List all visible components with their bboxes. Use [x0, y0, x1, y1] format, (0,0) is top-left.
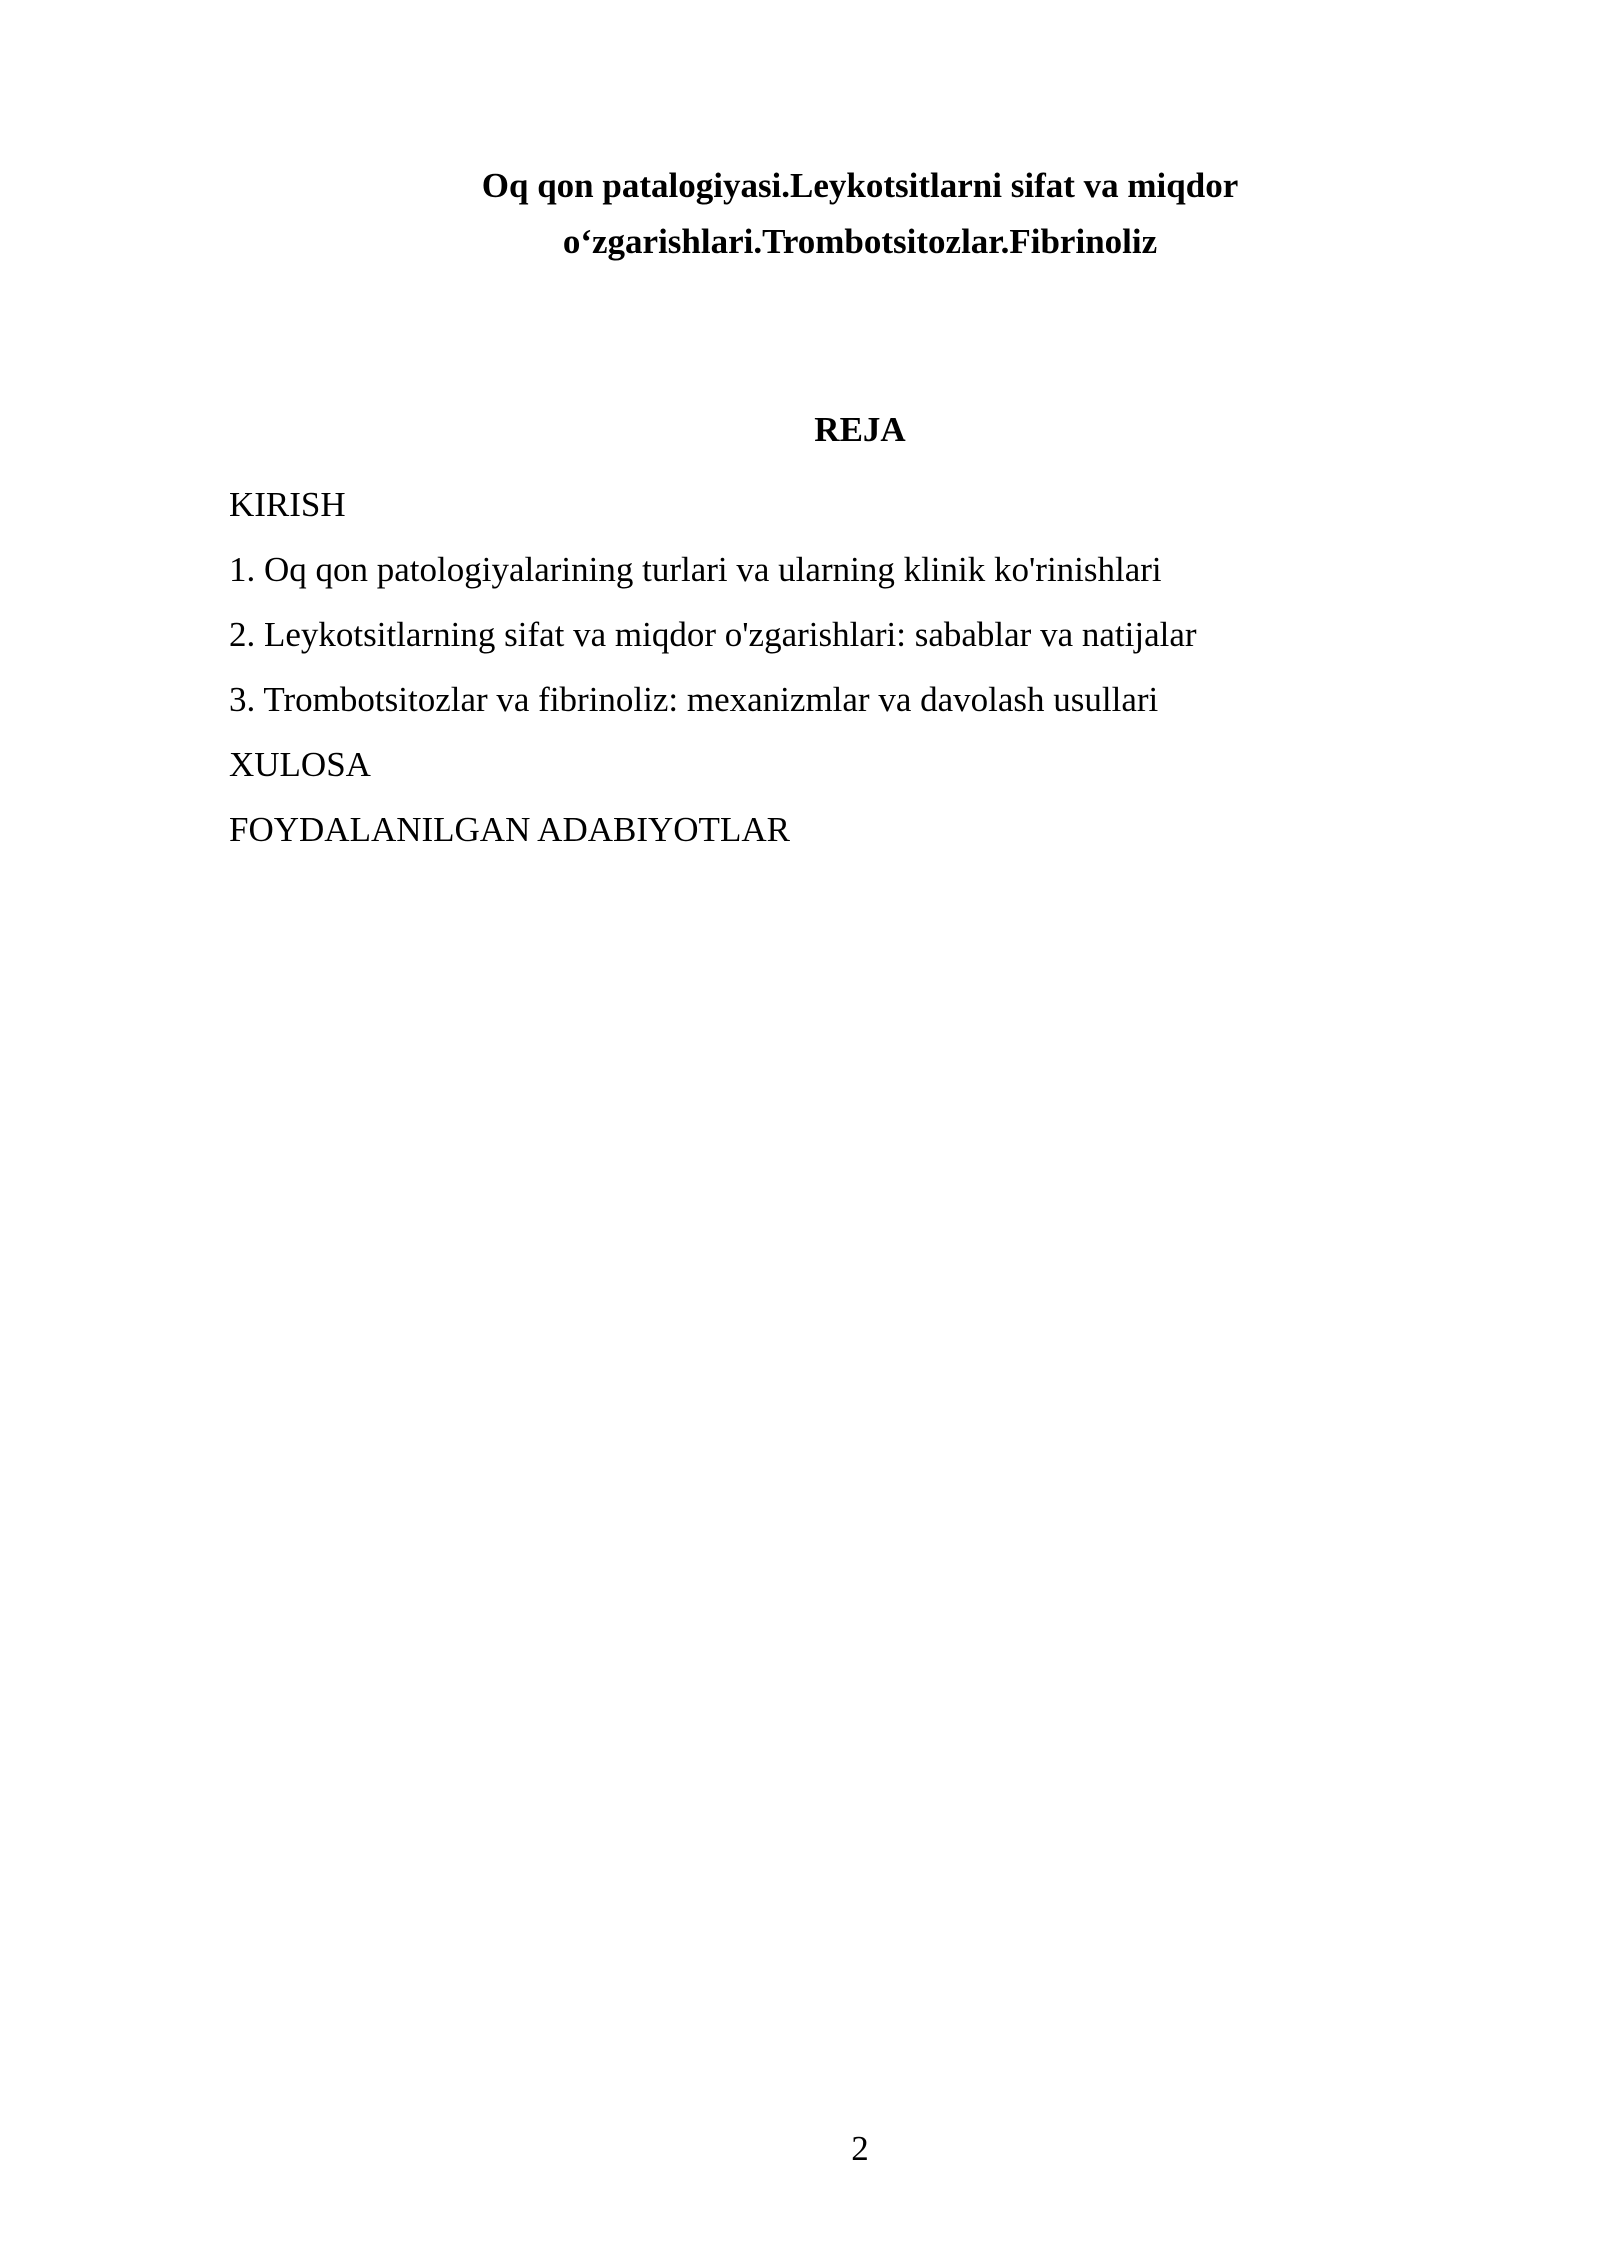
plan-item-2: 2. Leykotsitlarning sifat va miqdor o'zgarishlari: sabablar va natijalar — [229, 615, 1197, 654]
plan-item-conclusion: XULOSA — [229, 745, 371, 784]
title-line-2: o‘zgarishlari.Trombotsitozlar.Fibrinoliz — [562, 222, 1158, 261]
plan-item-introduction: KIRISH — [229, 485, 346, 524]
plan-item-references: FOYDALANILGAN ADABIYOTLAR — [229, 810, 790, 849]
document-title — [330, 158, 1390, 270]
title-line-1: Oq qon patalogiyasi.Leykotsitlarni sifat va miqdor — [481, 166, 1239, 205]
page-number: 2 — [851, 2129, 869, 2168]
plan-list — [229, 472, 1429, 862]
plan-item-3: 3. Trombotsitozlar va fibrinoliz: mexanizmlar va davolash usullari — [229, 680, 1159, 719]
plan-item-1: 1. Oq qon patologiyalarining turlari va ularning klinik ko'rinishlari — [229, 550, 1162, 589]
plan-heading: REJA — [814, 410, 906, 449]
